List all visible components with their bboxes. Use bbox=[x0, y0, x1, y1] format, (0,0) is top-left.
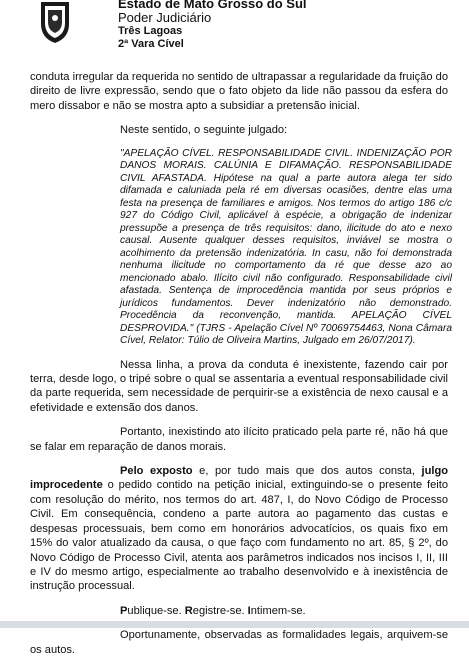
header-state: Estado de Mato Grosso do Sul bbox=[118, 0, 307, 11]
registre-text: egistre-se. bbox=[192, 604, 248, 617]
paragraph-6 bbox=[30, 604, 448, 618]
paragraph-3: Nessa linha, a prova da conduta é inexistente, fazendo cair por terra, desde logo, o tripé sobre o qual se assentaria a eventual responsabilidade civil da parte requerida, sem necessidade de perquirir-se a existência de nexo causal e a efetividade e extensão dos danos. bbox=[30, 358, 448, 414]
intimem-text: ntimem-se. bbox=[250, 604, 306, 617]
publique-text: ublique-se. bbox=[127, 604, 185, 617]
case-law-quote: "APELAÇÃO CÍVEL. RESPONSABILIDADE CIVIL. INDENIZAÇÃO POR DANOS MORAIS. CALÚNIA E DIFAMAÇÃO. RESPONSABILIDADE CIVIL AFASTADA. Hipótese na qual a parte autora alega ter sido difamada e caluniada pela ré em diversas ocasiões, dentre elas uma festa na presença de familiares e amigos. Nos termos do artigo 186 c/c 927 do Código Civil, aplicável à espécie, a obrigação de indenizar pressupõe a presença de três requisitos: dano, ilicitude do ato e nexo causal. Ausente qualquer desses requisitos, inviável se mostra o acolhimento da pretensão indenizatória. In casu, não foi demonstrada nenhuma ilicitude no comportamento da ré que desse azo ao mencionado abalo. Ilícito civil não configurado. Responsabilidade civil afastada. Sentença de improcedência mantida por seus próprios e jurídicos fundamentos. Dever indenizatório não demonstrado. Procedência da reconvenção, mantida. APELAÇÃO CÍVEL DESPROVIDA." (TJRS - Apelação Cível Nº 70069754463, Nona Câmara Cível, Relator: Túlio de Oliveira Martins, Julgado em 26/07/2017). bbox=[120, 147, 452, 347]
paragraph-7: Oportunamente, observadas as formalidades legais, arquivem-se os autos. bbox=[30, 629, 448, 656]
header-court: 2ª Vara Cível bbox=[118, 38, 184, 50]
bold-julgo-improcedente: julgo improcedente bbox=[30, 465, 449, 492]
document-body bbox=[30, 70, 452, 657]
bold-initial-i: I bbox=[247, 604, 251, 617]
paragraph-5 bbox=[30, 464, 448, 594]
paragraph-5-text-1: e, por tudo mais que dos autos consta, bbox=[192, 465, 422, 478]
paragraph-5-text-2: o pedido contido na petição inicial, extinguindo-se o presente feito com resolução do mérito, nos termos do art. 487, I, do Novo Código de Processo Civil. Em consequência, condeno a parte autora ao pagamento das custas e despesas processuais, bem como em honorários advocatícios, os quais fixo em 15% do valor atualizado da causa, o que faço com fundamento no art. 85, § 2º, do Novo Código de Processo Civil, atenta aos parâmetros indicados nos incisos I, II, III e IV do mesmo artigo, especialmente ao trabalho desenvolvido e à inexistência de instrução processual. bbox=[30, 479, 448, 593]
bold-initial-p: P bbox=[120, 604, 128, 617]
document-header bbox=[0, 0, 469, 62]
paragraph-2: Neste sentido, o seguinte julgado: bbox=[120, 124, 288, 137]
paragraph-4: Portanto, inexistindo ato ilícito praticado pela parte ré, não há que se falar em reparação de danos morais. bbox=[30, 426, 448, 453]
header-power: Poder Judiciário bbox=[118, 10, 212, 25]
bottom-edge bbox=[0, 621, 469, 628]
coat-of-arms-icon bbox=[38, 0, 72, 44]
paragraph-1: conduta irregular da requerida no sentido de ultrapassar a regularidade da fruição do direito de livre expressão, sendo que o fato objeto da lide não passou da esfera do mero dissabor e não se mostra apto a subsidiar a pretensão inicial. bbox=[30, 71, 448, 112]
bold-pelo-exposto: Pelo exposto bbox=[120, 465, 193, 478]
bold-initial-r: R bbox=[184, 604, 193, 617]
header-city: Três Lagoas bbox=[118, 25, 183, 37]
